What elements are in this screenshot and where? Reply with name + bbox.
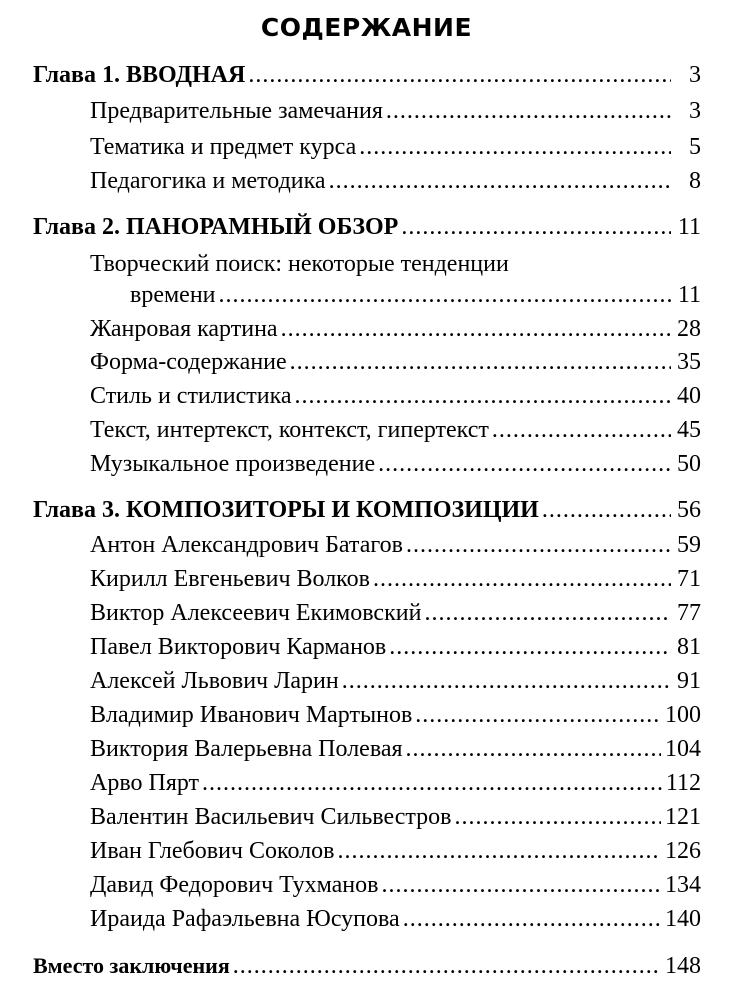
toc-entry[interactable] bbox=[90, 95, 701, 127]
toc-entry[interactable] bbox=[90, 631, 701, 663]
toc-page-number: 45 bbox=[677, 417, 701, 443]
page-title: СОДЕРЖАНИЕ bbox=[260, 13, 473, 42]
toc-entry-label: Глава 1. ВВОДНАЯ bbox=[33, 62, 246, 88]
toc-page-number: 5 bbox=[689, 134, 701, 160]
toc-entry-label-line1: Творческий поиск: некоторые тенденции bbox=[90, 251, 509, 277]
toc-entry[interactable] bbox=[130, 279, 701, 311]
leader-dots bbox=[542, 494, 671, 526]
toc-entry[interactable] bbox=[90, 131, 701, 163]
toc-page-number: 148 bbox=[665, 953, 701, 979]
toc-chapter-3[interactable] bbox=[33, 494, 701, 526]
leader-dots bbox=[454, 801, 661, 833]
leader-dots bbox=[386, 95, 671, 127]
leader-dots bbox=[424, 597, 671, 629]
toc-entry-label: Владимир Иванович Мартынов bbox=[90, 702, 413, 728]
toc-page-number: 100 bbox=[665, 702, 701, 728]
toc-page-number: 3 bbox=[689, 62, 701, 88]
toc-page-number: 81 bbox=[677, 634, 701, 660]
toc-page-number: 11 bbox=[677, 282, 701, 308]
leader-dots bbox=[202, 767, 662, 799]
toc-page-number: 35 bbox=[677, 349, 701, 375]
toc-entry[interactable] bbox=[90, 767, 701, 799]
toc-entry-label: Жанровая картина bbox=[90, 316, 278, 342]
toc-entry-label: Форма-содержание bbox=[90, 349, 287, 375]
leader-dots bbox=[378, 448, 671, 480]
toc-entry-label: Павел Викторович Карманов bbox=[90, 634, 387, 660]
toc-page-number: 28 bbox=[677, 316, 701, 342]
toc-page-number: 11 bbox=[677, 214, 701, 240]
toc-page-number: 121 bbox=[665, 804, 701, 830]
toc-page-number: 112 bbox=[665, 770, 701, 796]
toc-conclusion[interactable] bbox=[33, 950, 701, 982]
toc-page-number: 59 bbox=[677, 532, 701, 558]
toc-page-number: 50 bbox=[677, 451, 701, 477]
leader-dots bbox=[219, 279, 671, 311]
leader-dots bbox=[373, 563, 671, 595]
toc-entry[interactable] bbox=[90, 563, 701, 595]
toc-entry-label: Тематика и предмет курса bbox=[90, 134, 357, 160]
leader-dots bbox=[359, 131, 671, 163]
toc-entry[interactable] bbox=[90, 699, 701, 731]
toc-entry[interactable] bbox=[90, 529, 701, 561]
leader-dots bbox=[342, 665, 671, 697]
leader-dots bbox=[406, 529, 671, 561]
leader-dots bbox=[492, 414, 671, 446]
leader-dots bbox=[329, 165, 671, 197]
toc-entry-label: Предварительные замечания bbox=[90, 98, 383, 124]
leader-dots bbox=[295, 380, 671, 412]
toc-entry-label: Кирилл Евгеньевич Волков bbox=[90, 566, 370, 592]
toc-entry-label: Глава 3. КОМПОЗИТОРЫ И КОМПОЗИЦИИ bbox=[33, 497, 539, 523]
leader-dots bbox=[281, 313, 671, 345]
toc-entry-label: Иван Глебович Соколов bbox=[90, 838, 335, 864]
toc-entry-label: Педагогика и методика bbox=[90, 168, 326, 194]
toc-chapter-2[interactable] bbox=[33, 211, 701, 243]
toc-page-number: 77 bbox=[677, 600, 701, 626]
toc-entry[interactable] bbox=[90, 801, 701, 833]
toc-page-number: 140 bbox=[665, 906, 701, 932]
leader-dots bbox=[233, 950, 661, 982]
toc-entry-label: Текст, интертекст, контекст, гипертекст bbox=[90, 417, 489, 443]
toc-entry-label: Стиль и стилистика bbox=[90, 383, 292, 409]
toc-entry-label: Виктория Валерьевна Полевая bbox=[90, 736, 403, 762]
toc-entry[interactable] bbox=[90, 869, 701, 901]
toc-entry[interactable] bbox=[90, 346, 701, 378]
toc-entry-label: времени bbox=[130, 282, 216, 308]
toc-page-number: 104 bbox=[665, 736, 701, 762]
leader-dots bbox=[401, 211, 671, 243]
toc-entry-label: Музыкальное произведение bbox=[90, 451, 376, 477]
toc-page-number: 126 bbox=[665, 838, 701, 864]
toc-entry-label: Ираида Рафаэльевна Юсупова bbox=[90, 906, 400, 932]
toc-entry-label: Вместо заключения bbox=[33, 953, 230, 978]
toc-page-number: 3 bbox=[689, 98, 701, 124]
leader-dots bbox=[389, 631, 671, 663]
toc-entry[interactable] bbox=[90, 903, 701, 935]
toc-entry[interactable] bbox=[90, 665, 701, 697]
toc-entry[interactable] bbox=[90, 165, 701, 197]
toc-entry[interactable] bbox=[90, 448, 701, 480]
toc-entry[interactable] bbox=[90, 835, 701, 867]
leader-dots bbox=[406, 733, 661, 765]
toc-page-number: 40 bbox=[677, 383, 701, 409]
toc-entry-label: Глава 2. ПАНОРАМНЫЙ ОБЗОР bbox=[33, 214, 399, 240]
toc-page-number: 8 bbox=[689, 168, 701, 194]
toc-entry[interactable] bbox=[90, 380, 701, 412]
toc-entry[interactable] bbox=[90, 733, 701, 765]
leader-dots bbox=[381, 869, 661, 901]
leader-dots bbox=[290, 346, 671, 378]
toc-entry[interactable] bbox=[90, 597, 701, 629]
toc-entry-label: Алексей Львович Ларин bbox=[90, 668, 339, 694]
toc-entry[interactable] bbox=[90, 414, 701, 446]
toc-entry-label: Валентин Васильевич Сильвестров bbox=[90, 804, 452, 830]
toc-page-number: 56 bbox=[677, 497, 701, 523]
toc-entry[interactable] bbox=[90, 313, 701, 345]
toc-entry-label: Виктор Алексеевич Екимовский bbox=[90, 600, 422, 626]
toc-chapter-1[interactable] bbox=[33, 59, 701, 91]
toc-entry-label: Антон Александрович Батагов bbox=[90, 532, 403, 558]
leader-dots bbox=[403, 903, 661, 935]
toc-page-number: 71 bbox=[677, 566, 701, 592]
toc-page-number: 134 bbox=[665, 872, 701, 898]
toc-page-number: 91 bbox=[677, 668, 701, 694]
toc-entry-label: Арво Пярт bbox=[90, 770, 200, 796]
toc-entry-label: Давид Федорович Тухманов bbox=[90, 872, 379, 898]
leader-dots bbox=[337, 835, 661, 867]
leader-dots bbox=[248, 59, 671, 91]
leader-dots bbox=[415, 699, 661, 731]
